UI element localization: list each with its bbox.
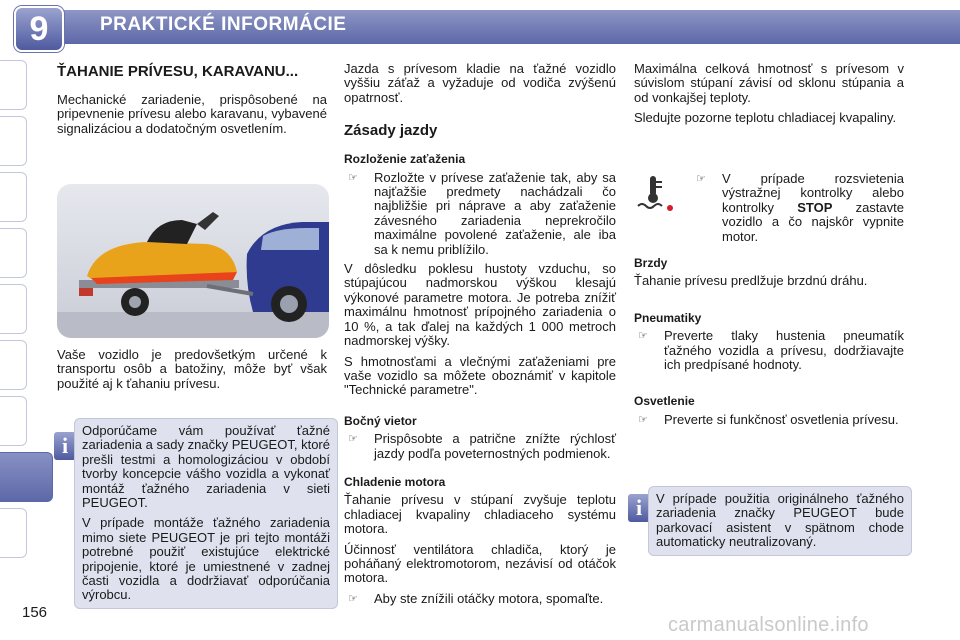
chapter-badge: 9	[14, 6, 64, 52]
stop-label: STOP	[797, 199, 833, 215]
column-right	[634, 62, 904, 132]
chapter-tab[interactable]	[0, 284, 27, 334]
subheading-lights: Osvetlenie	[634, 394, 695, 409]
info-paragraph: V prípade použitia originálneho ťažného zariadenia značky PEUGEOT bude parkovací asistent v spätnom chode automaticky neutralizovaný.	[656, 491, 904, 550]
page-number: 156	[22, 604, 48, 621]
info-box-parking-assist	[648, 486, 912, 556]
section-heading: ŤAHANIE PRÍVESU, KARAVANU...	[57, 63, 299, 80]
chapter-tabs	[0, 60, 34, 564]
subheading-load: Rozloženie zaťaženia	[344, 152, 466, 167]
intro-text: Mechanické zariadenie, prispôsobené na pripevnenie prívesu alebo karavanu, vybavené signalizáciou a dodatočným osvetlením.	[57, 92, 327, 136]
column-left-after-image	[57, 348, 327, 397]
column-left	[57, 62, 327, 142]
pointing-hand-icon: ☞	[696, 173, 706, 185]
pointing-hand-icon: ☞	[638, 413, 648, 426]
weight-text: Maximálna celková hmotnosť s prívesom v súvislom stúpaní závisí od sklonu stúpania a od vonkajšej teploty.	[634, 61, 904, 105]
info-icon: i	[628, 494, 650, 522]
info-icon: i	[54, 432, 76, 460]
chapter-title: PRAKTICKÉ INFORMÁCIE	[100, 14, 347, 35]
subheading-brakes: Brzdy	[634, 256, 668, 270]
pointing-hand-icon: ☞	[348, 433, 358, 446]
chapter-tab[interactable]	[0, 116, 27, 166]
subheading-tyres: Pneumatiky	[634, 310, 702, 325]
cooling-text: Ťahanie prívesu v stúpaní zvyšuje teplotu chladiacej kvapaliny chladiaceho systému motora.	[344, 492, 616, 537]
bullet-item: ☞ Preverte tlaky hustenia pneumatík ťažného vozidla a prívesu, dodržiavajte ich predpísané hodnoty.	[634, 329, 904, 372]
subheading-wind: Bočný vietor	[344, 413, 417, 428]
warning-bullet: ☞ V prípade rozsvietenia výstražnej kontrolky alebo kontrolky STOP zastavte vozidlo a čo najskôr vypnite motor.	[692, 172, 904, 249]
fan-text: Účinnosť ventilátora chladiča, ktorý je poháňaný elektromotorom, nezávisí od otáčok motora.	[344, 541, 616, 586]
altitude-text: V dôsledku poklesu hustoty vzduchu, so stúpajúcou nadmorskou výškou klesajú výkonové parametre motora. Je potreba znížiť maximálnu hmotnosť prípojného zariadenia o 10 %, a tak ďalej na každých 1 000 metroch nadmorskej výšky.	[344, 261, 616, 349]
pointing-hand-icon: ☞	[348, 592, 358, 605]
chapter-tab[interactable]	[0, 396, 27, 446]
pointing-hand-icon: ☞	[638, 330, 648, 343]
usage-text: Vaše vozidlo je predovšetkým určené k transportu osôb a batožiny, môže byť však použité aj k ťahaniu prívesu.	[57, 347, 327, 391]
jetski-trailer-icon	[57, 184, 329, 338]
section-heading: Zásady jazdy	[344, 122, 438, 140]
column-middle	[344, 62, 616, 611]
watermark: carmanualsonline.info	[668, 614, 869, 636]
bullet-item: ☞ Preverte si funkčnosť osvetlenia prívesu.	[634, 413, 904, 427]
towing-illustration	[57, 184, 329, 338]
chapter-tab[interactable]	[0, 508, 27, 558]
info-box-recommendation	[74, 418, 338, 609]
column-right-lower	[634, 256, 904, 432]
monitor-text: Sledujte pozorne teplotu chladiacej kvapaliny.	[634, 110, 897, 126]
info-paragraph: V prípade montáže ťažného zariadenia mimo siete PEUGEOT je pri tejto montáži potrebné použiť existujúce elektrické pripojenie, ktoré je umiestnené v zadnej časti vozidla a dodržiavať odporúčania výrobcu.	[82, 515, 330, 603]
info-paragraph: Odporúčame vám používať ťažné zariadenia a sady značky PEUGEOT, ktoré prešli testmi a homologizáciou v období tvorby koncepcie vášho vozidla a vykonať montáž ťažného zariadenia v sieti PEUGEOT.	[82, 423, 330, 511]
reference-text: S hmotnosťami a vlečnými zaťaženiami pre vaše vozidlo sa môžete oboznámiť v kapitole "Technické parametre".	[344, 353, 616, 398]
subheading-cooling: Chladenie motora	[344, 474, 446, 489]
chapter-tab-active[interactable]	[0, 452, 53, 502]
intro-text: Jazda s prívesom kladie na ťažné vozidlo vyššiu záťaž a vyžaduje od vodiča zvýšenú opatrnosť.	[344, 61, 616, 105]
chapter-tab[interactable]	[0, 172, 27, 222]
bullet-item: ☞ Prispôsobte a patrične znížte rýchlosť jazdy podľa poveternostných podmienok.	[344, 432, 616, 461]
chapter-tab[interactable]	[0, 228, 27, 278]
chapter-tab[interactable]	[0, 340, 27, 390]
bullet-item: ☞ Rozložte v prívese zaťaženie tak, aby sa najťažšie predmety nachádzali čo najbližšie pri náprave a aby zaťaženie závesného zariadenia neprekročilo maximálne povolené zaťaženie, ale iba sa k nemu priblížilo.	[344, 171, 616, 257]
coolant-temperature-icon	[634, 172, 674, 212]
pointing-hand-icon: ☞	[348, 171, 358, 184]
chapter-tab[interactable]	[0, 60, 27, 110]
chapter-header	[0, 0, 960, 54]
bullet-item: ☞ Aby ste znížili otáčky motora, spomaľte.	[344, 592, 616, 606]
brakes-text: Ťahanie prívesu predlžuje brzdnú dráhu.	[634, 273, 868, 289]
